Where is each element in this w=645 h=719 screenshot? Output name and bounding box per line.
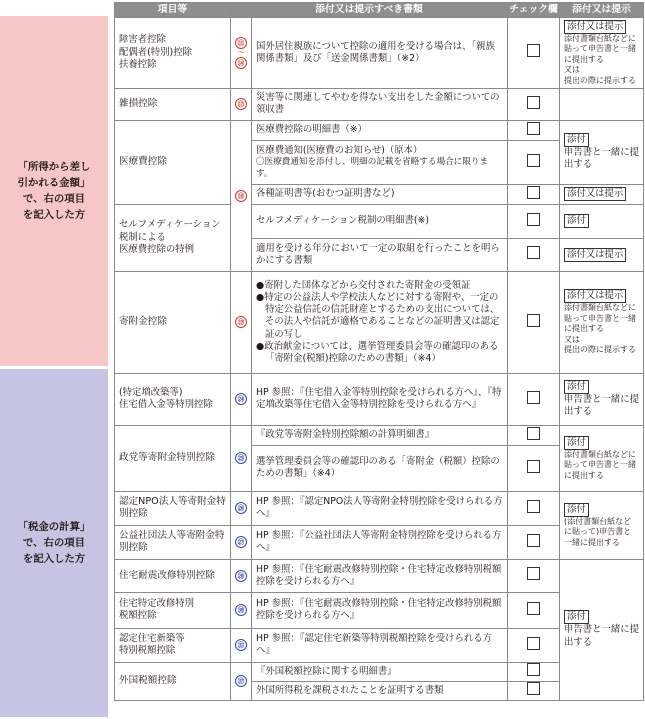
checkbox[interactable] xyxy=(527,314,540,327)
line-number: ㉘ xyxy=(231,559,252,592)
method-badge: 添付 xyxy=(564,610,589,624)
line-number: ⑲ xyxy=(231,271,252,373)
method-cell: 添付 添付書類台紙などに貼って申告書と一緒に提出する xyxy=(560,425,644,491)
method-badge: 添付 xyxy=(564,133,589,147)
doc-political-statement: 『政党等寄附金特別控除額の計算明細書』 xyxy=(252,425,508,445)
line-number: ㉖ xyxy=(231,491,252,525)
checkbox[interactable] xyxy=(527,663,540,676)
method-badge: 添付 xyxy=(564,436,589,450)
item-certified-housing: 認定住宅新築等 特別税額控除 xyxy=(115,628,231,662)
checkbox[interactable] xyxy=(527,460,540,473)
item-npo-donation: 認定NPO法人等寄附金特別控除 xyxy=(115,491,231,525)
table-row xyxy=(115,88,644,120)
method-badge: 添付 xyxy=(564,503,589,517)
doc-political-certificate: 選挙管理委員会等の確認印のある「寄附金（税額）控除のための書類」（※4） xyxy=(252,445,508,491)
line-number: ⑪ 〜 ⑭ xyxy=(231,18,252,89)
line-number: ⑰ xyxy=(231,88,252,120)
header-method: 添付又は提示 xyxy=(560,3,644,18)
method-cell: 添付 (添付書類台紙などに貼って)申告書と一緒に提出する xyxy=(560,491,644,559)
checkbox[interactable] xyxy=(527,44,540,57)
line-number: ㉗ xyxy=(231,525,252,559)
line-number: ㉕ xyxy=(231,425,252,491)
method-cell xyxy=(560,204,644,238)
checkbox[interactable] xyxy=(527,637,540,650)
checkbox[interactable] xyxy=(527,213,540,226)
line-number: ㉚ xyxy=(231,592,252,628)
doc-housing-loan-hp: HP 参照：『住宅借入金等特別控除を受けられる方へ』、『特定増改築等住宅借入金等特別控除を受けられる方へ』 xyxy=(252,373,508,425)
checkbox[interactable] xyxy=(527,427,540,440)
method-cell xyxy=(560,88,644,120)
item-seismic-retrofit: 住宅耐震改修特別控除 xyxy=(115,559,231,592)
table-row xyxy=(115,559,644,592)
doc-npo-hp: HP 参照：『認定NPO法人等寄附金特別控除を受けられる方へ』 xyxy=(252,491,508,525)
doc-public-interest-hp: HP 参照：『公益社団法人等寄附金特別控除を受けられる方へ』 xyxy=(252,525,508,559)
item-dependents: 障害者控除 配偶者(特別)控除 扶養控除 xyxy=(115,18,231,89)
method-cell: 添付又は提示 添付書類台紙などに貼って申告書と一緒に提出する 又は 提出の際に提示する xyxy=(560,271,644,373)
doc-medical-notice: 医療費通知(医療費のお知らせ)（原本） 〇医療費通知を添付し、明細の記載を省略する場合に限ります。 xyxy=(252,140,508,184)
method-badge: 添付 xyxy=(564,380,589,394)
checkbox[interactable] xyxy=(527,500,540,513)
doc-self-medication-statement: セルフメディケーション税制の明細書(※) xyxy=(252,204,508,238)
checkbox[interactable] xyxy=(527,391,540,404)
item-self-medication: セルフメディケーション税制による 医療費控除の特例 xyxy=(115,204,231,271)
item-public-interest-donation: 公益社団法人等寄附金特別控除 xyxy=(115,525,231,559)
checkbox[interactable] xyxy=(527,602,540,615)
doc-medical-statement: 医療費控除の明細書（※） xyxy=(252,120,508,140)
line-number: ㊲ xyxy=(231,662,252,700)
method-badge: 添付 xyxy=(564,214,589,228)
doc-foreign-tax-statement: 『外国税額控除に関する明細書』 xyxy=(252,662,508,681)
method-badge: 添付又は提示 xyxy=(564,289,626,303)
table-row xyxy=(115,120,644,140)
table-row xyxy=(115,373,644,425)
doc-certificates: 各種証明書等(おむつ証明書など) xyxy=(252,184,508,204)
list-item: ● 寄附した団体などから交付された寄附金の受領証 xyxy=(256,280,503,292)
doc-seismic-hp: HP 参照：『住宅耐震改修特別控除・住宅特定改修特別税額控除を受けられる方へ』 xyxy=(252,559,508,592)
item-casualty-loss: 雑損控除 xyxy=(115,88,231,120)
attachment-checklist-table xyxy=(114,2,644,701)
item-specific-renovation: 住宅特定改修特別 税額控除 xyxy=(115,592,231,628)
method-cell: 添付 申告書と一緒に提出する xyxy=(560,373,644,425)
list-item: ● 特定の公益法人や学校法人などに対する寄附や、一定の特定公益信託の信託財産とするための支出については、その法人や信託が適格であることなどの証明書又は認定証の写し xyxy=(256,292,503,341)
checkbox[interactable] xyxy=(527,122,540,135)
checkbox[interactable] xyxy=(527,246,540,259)
checkbox[interactable] xyxy=(527,154,540,167)
line-number: ⑱ xyxy=(231,120,252,271)
checkbox[interactable] xyxy=(527,96,540,109)
checkbox[interactable] xyxy=(527,682,540,695)
item-political-donation: 政党等寄附金特別控除 xyxy=(115,425,231,491)
item-donation: 寄附金控除 xyxy=(115,271,231,373)
doc-renovation-hp: HP 参照：『住宅耐震改修特別控除・住宅特定改修特別税額控除を受けられる方へ』 xyxy=(252,592,508,628)
method-cell xyxy=(560,184,644,204)
method-badge: 添付又は提示 xyxy=(564,20,626,34)
doc-health-initiative: 適用を受ける年分において一定の取組を行ったことを明らかにする書類 xyxy=(252,238,508,271)
item-foreign-tax: 外国税額控除 xyxy=(115,662,231,700)
checkbox[interactable] xyxy=(527,534,540,547)
method-cell: 添付又は提示 添付書類台紙などに貼って申告書と一緒に提出する 又は 提出の際に提示する xyxy=(560,18,644,89)
section-label-income-deduction: 「所得から差し 引かれる金額」 で、右の項目 を記入した方 xyxy=(0,16,108,366)
method-cell: 添付 申告書と一緒に提出する xyxy=(560,120,644,184)
line-number: ㉔ xyxy=(231,373,252,425)
list-item: ● 政治献金については、選挙管理委員会等の確認印のある「寄附金(税額)控除のための書類」（※4） xyxy=(256,341,503,365)
doc-foreign-relatives: 国外居住親族について控除の適用を受ける場合は、「親族関係書類」及び「送金関係書類」（※2） xyxy=(252,18,508,89)
doc-foreign-tax-proof: 外国所得税を課税されたことを証明する書類 xyxy=(252,681,508,700)
table-row xyxy=(115,425,644,445)
method-cell: 添付 申告書と一緒に提出する xyxy=(560,559,644,700)
header-documents: 添付又は提示すべき書類 xyxy=(231,3,508,18)
header-item: 項目等 xyxy=(115,3,231,18)
doc-certified-housing-hp: HP 参照：『認定住宅新築等特別税額控除を受けられる方へ』 xyxy=(252,628,508,662)
doc-donation-receipts xyxy=(252,271,508,373)
table-header-row xyxy=(115,3,644,18)
header-check: チェック欄 xyxy=(508,3,560,18)
section-label-tax-calculation: 「税金の計算」 で、右の項目 を記入した方 xyxy=(0,369,108,717)
doc-disaster-receipt: 災害等に関連してやむを得ない支出をした金額についての領収書 xyxy=(252,88,508,120)
line-number: ㉛ xyxy=(231,628,252,662)
table-row xyxy=(115,491,644,525)
item-housing-loan: (特定増改築等) 住宅借入金等特別控除 xyxy=(115,373,231,425)
table-row xyxy=(115,18,644,89)
checkbox[interactable] xyxy=(527,567,540,580)
item-medical-expense: 医療費控除 xyxy=(115,120,231,204)
method-badge: 添付又は提示 xyxy=(564,187,626,201)
method-cell xyxy=(560,238,644,271)
method-badge: 添付又は提示 xyxy=(564,248,626,262)
table-row xyxy=(115,204,644,238)
table-row xyxy=(115,271,644,373)
checkbox[interactable] xyxy=(527,186,540,199)
